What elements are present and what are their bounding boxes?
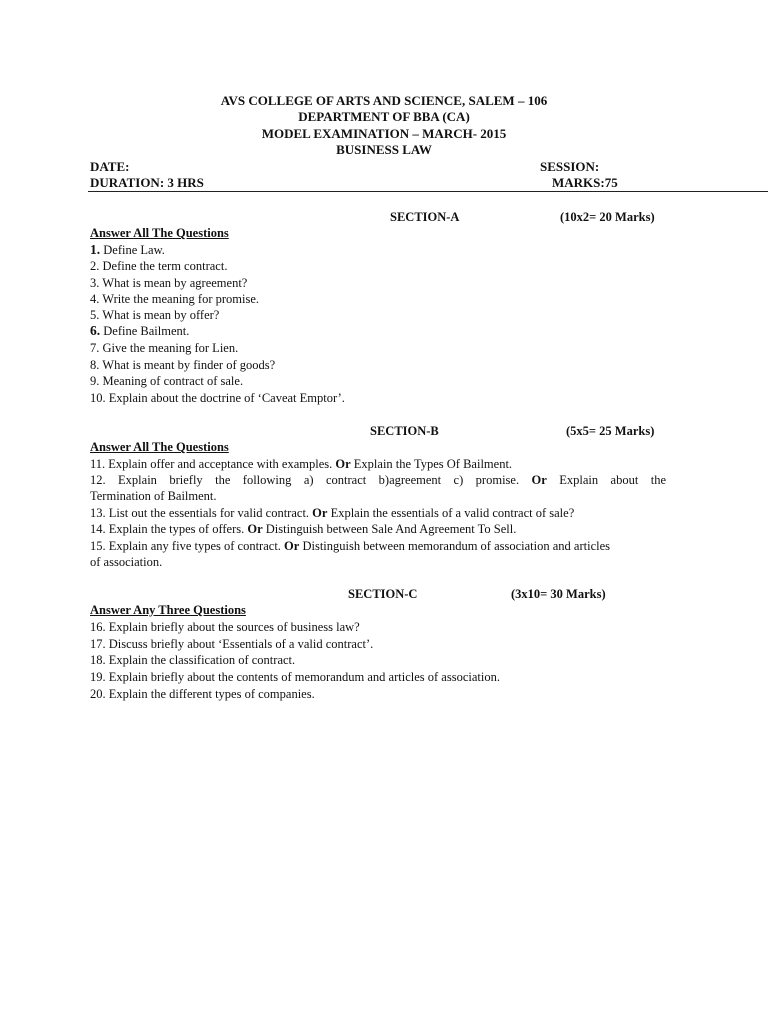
question-15-continued: of association. <box>90 555 163 569</box>
section-c-marks: (3x10= 30 Marks) <box>511 587 606 601</box>
duration-label: DURATION: 3 HRS <box>90 175 204 190</box>
question-2: 2. Define the term contract. <box>90 259 228 273</box>
question-4: 4. Write the meaning for promise. <box>90 292 260 306</box>
question-17: 17. Discuss briefly about ‘Essentials of a valid contract’. <box>90 637 374 651</box>
question-18: 18. Explain the classification of contract. <box>90 653 296 667</box>
section-a-marks: (10x2= 20 Marks) <box>560 210 655 224</box>
college-name: AVS COLLEGE OF ARTS AND SCIENCE, SALEM – 106 <box>220 93 548 108</box>
section-c-instruction: Answer Any Three Questions <box>90 603 246 617</box>
date-label: DATE: <box>90 159 130 174</box>
question-15: 15. Explain any five types of contract. Or Distinguish between memorandum of association and articles <box>90 539 611 553</box>
question-5: 5. What is mean by offer? <box>90 308 220 322</box>
question-7: 7. Give the meaning for Lien. <box>90 341 239 355</box>
header-divider <box>88 191 768 192</box>
section-a-instruction: Answer All The Questions <box>90 226 229 240</box>
section-a-title: SECTION-A <box>390 210 460 224</box>
question-6: 6. Define Bailment. <box>90 323 190 338</box>
question-12-continued: Termination of Bailment. <box>90 489 217 503</box>
question-3: 3. What is mean by agreement? <box>90 276 248 290</box>
question-16: 16. Explain briefly about the sources of business law? <box>90 620 360 634</box>
question-11: 11. Explain offer and acceptance with examples. Or Explain the Types Of Bailment. <box>90 457 513 471</box>
section-b-marks: (5x5= 25 Marks) <box>566 424 655 438</box>
session-label: SESSION: <box>540 159 600 174</box>
question-10: 10. Explain about the doctrine of ‘Caveat Emptor’. <box>90 391 345 405</box>
question-9: 9. Meaning of contract of sale. <box>90 374 244 388</box>
marks-label: MARKS:75 <box>552 175 618 190</box>
question-8: 8. What is meant by finder of goods? <box>90 358 276 372</box>
question-12: 12. Explain briefly the following a) contract b)agreement c) promise. Or Explain about the <box>90 473 666 487</box>
question-13: 13. List out the essentials for valid contract. Or Explain the essentials of a valid contract of sale? <box>90 506 575 520</box>
department-name: DEPARTMENT OF BBA (CA) <box>298 109 470 124</box>
question-19: 19. Explain briefly about the contents of memorandum and articles of association. <box>90 670 500 684</box>
exam-title: MODEL EXAMINATION – MARCH- 2015 <box>261 126 507 141</box>
subject-title: BUSINESS LAW <box>336 142 432 157</box>
question-20: 20. Explain the different types of companies. <box>90 687 315 701</box>
section-c-title: SECTION-C <box>348 587 418 601</box>
section-b-instruction: Answer All The Questions <box>90 440 229 454</box>
section-b-title: SECTION-B <box>370 424 439 438</box>
question-1: 1. Define Law. <box>90 242 165 257</box>
question-14: 14. Explain the types of offers. Or Distinguish between Sale And Agreement To Sell. <box>90 522 517 536</box>
